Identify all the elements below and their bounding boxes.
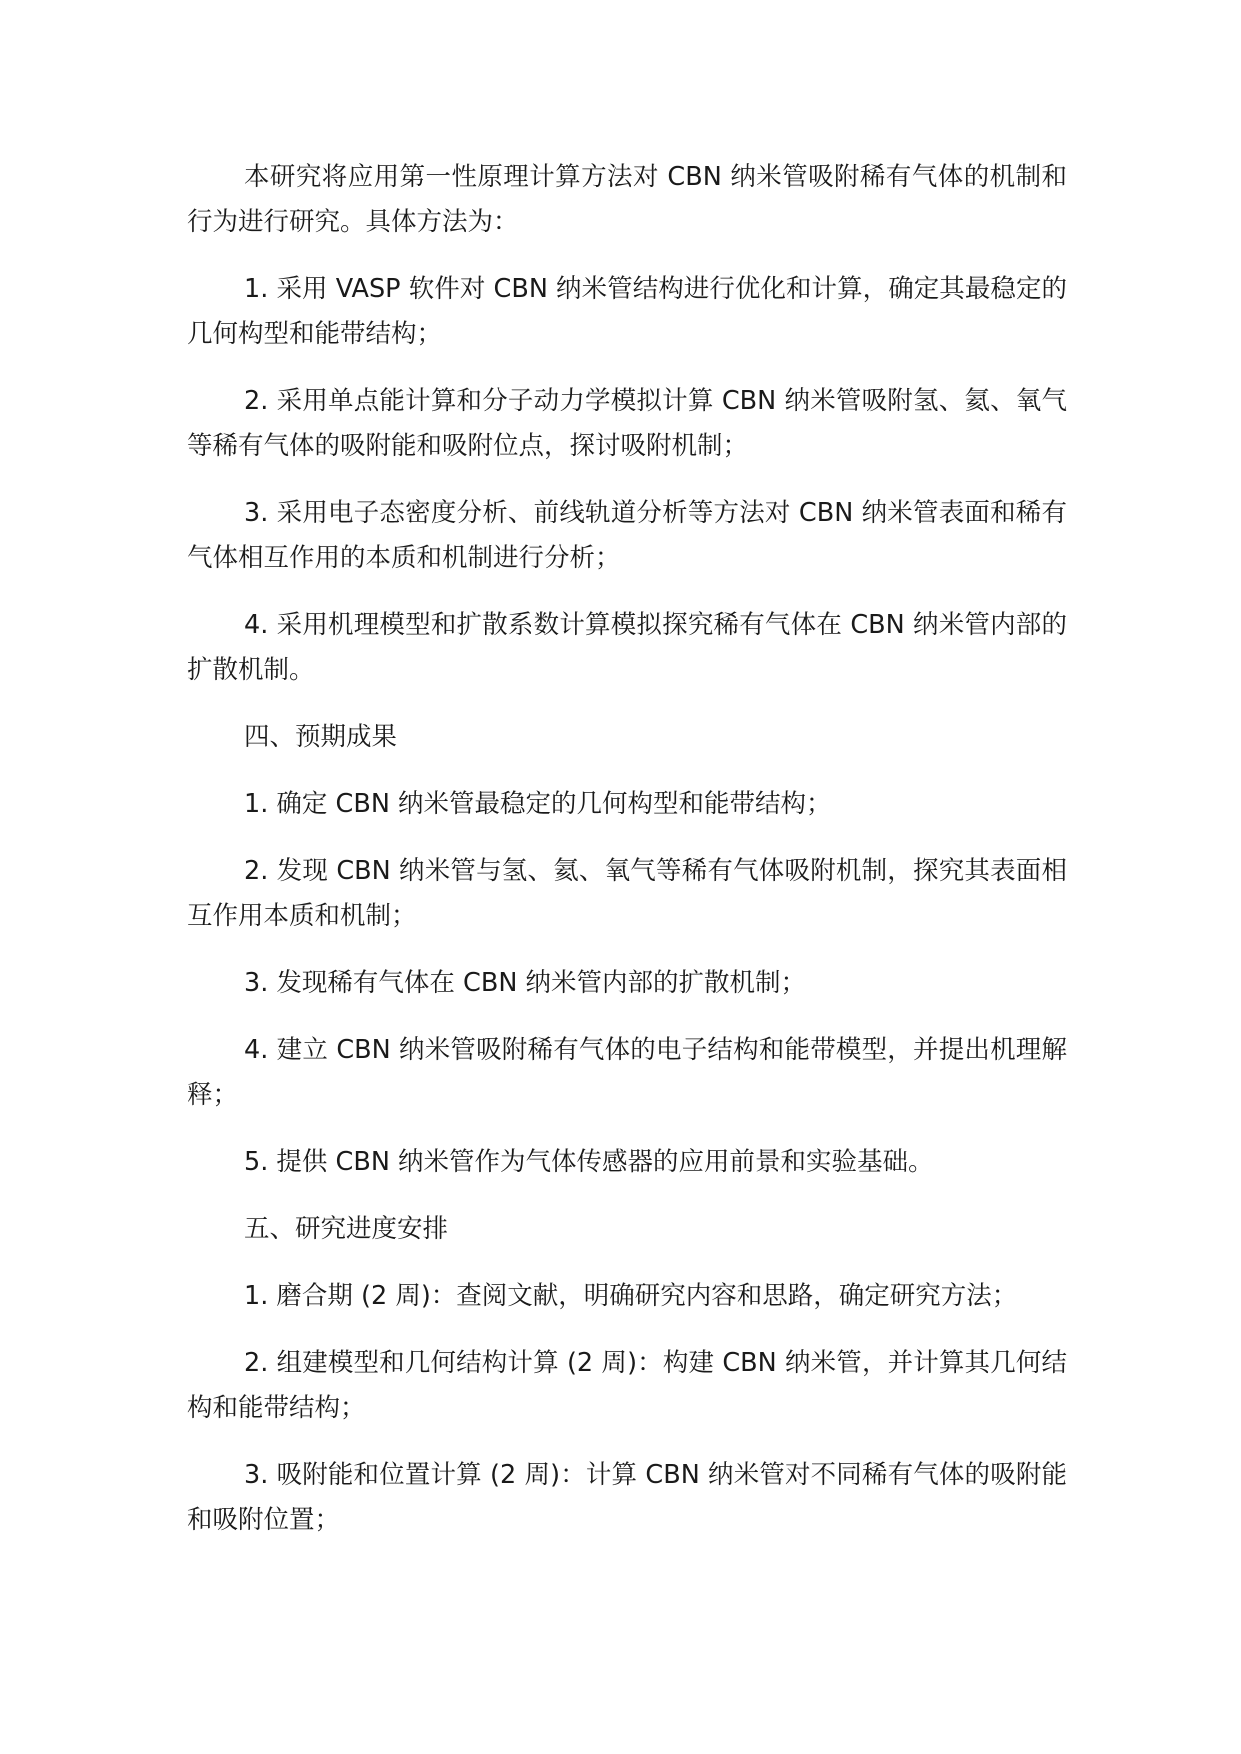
document-body [187, 155, 1067, 1565]
section-heading-schedule: 五、研究进度安排 [244, 1214, 449, 1244]
result-item-2: 2. 发现 CBN 纳米管与氢、氦、氧气等稀有气体吸附机制，探究其表面相互作用本质和机制； [187, 856, 1067, 931]
method-item-3: 3. 采用电子态密度分析、前线轨道分析等方法对 CBN 纳米管表面和稀有气体相互作用的本质和机制进行分析； [187, 498, 1067, 573]
method-item-2: 2. 采用单点能计算和分子动力学模拟计算 CBN 纳米管吸附氢、氦、氧气等稀有气体的吸附能和吸附位点，探讨吸附机制； [187, 386, 1067, 461]
method-item-1: 1. 采用 VASP 软件对 CBN 纳米管结构进行优化和计算，确定其最稳定的几何构型和能带结构； [187, 274, 1067, 349]
result-item-4: 4. 建立 CBN 纳米管吸附稀有气体的电子结构和能带模型，并提出机理解释； [187, 1035, 1067, 1110]
intro-paragraph: 本研究将应用第一性原理计算方法对 CBN 纳米管吸附稀有气体的机制和行为进行研究。具体方法为： [187, 162, 1067, 237]
schedule-item-3: 3. 吸附能和位置计算 (2 周)：计算 CBN 纳米管对不同稀有气体的吸附能和吸附位置； [187, 1460, 1067, 1535]
schedule-item-2: 2. 组建模型和几何结构计算 (2 周)：构建 CBN 纳米管，并计算其几何结构和能带结构； [187, 1348, 1067, 1423]
schedule-item-1: 1. 磨合期 (2 周)：查阅文献，明确研究内容和思路，确定研究方法； [244, 1281, 1018, 1311]
result-item-5: 5. 提供 CBN 纳米管作为气体传感器的应用前景和实验基础。 [244, 1147, 934, 1177]
result-item-1: 1. 确定 CBN 纳米管最稳定的几何构型和能带结构； [244, 789, 832, 819]
section-heading-expected-results: 四、预期成果 [244, 722, 398, 752]
result-item-3: 3. 发现稀有气体在 CBN 纳米管内部的扩散机制； [244, 968, 807, 998]
method-item-4: 4. 采用机理模型和扩散系数计算模拟探究稀有气体在 CBN 纳米管内部的扩散机制。 [187, 610, 1067, 685]
